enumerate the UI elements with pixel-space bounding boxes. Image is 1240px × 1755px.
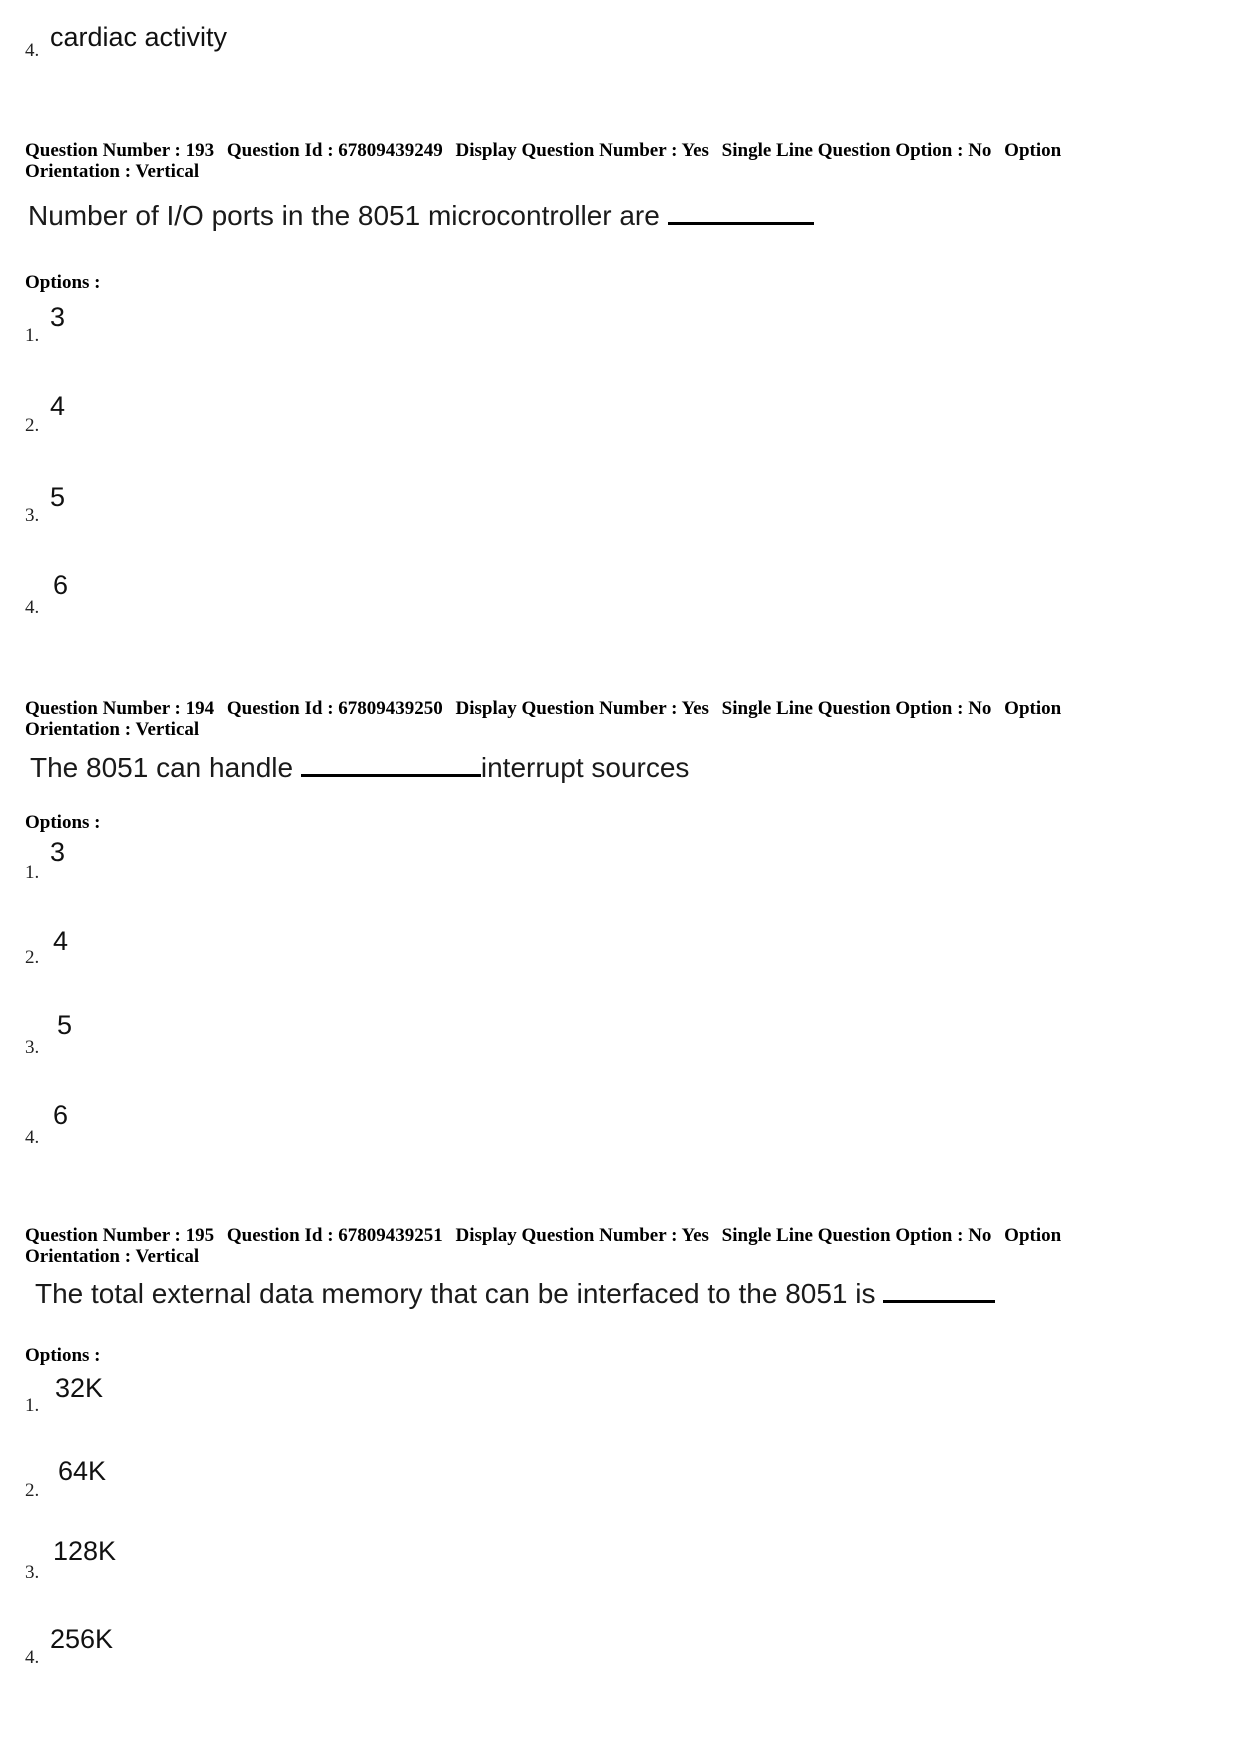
question-text [28,198,814,232]
label-single-line-question-option: Single Line Question Option : [721,1225,964,1246]
option-number: 3. [25,505,40,526]
label-orientation: Orientation : [25,1246,132,1267]
label-question-number: Question Number : [25,140,181,161]
question-number: 193 [185,140,215,161]
option-text: 4 [50,391,66,421]
question-text-before: The 8051 can handle [30,752,294,783]
option-number: 2. [25,415,40,436]
question-text [35,1276,995,1310]
label-option: Option [1004,140,1062,161]
option-number: 1. [25,1395,40,1416]
option-text: 256K [50,1624,114,1654]
label-option: Option [1004,1225,1062,1246]
option-text: cardiac activity [50,22,228,52]
question-number: 195 [185,1225,215,1246]
answer-blank [301,750,481,777]
option-text: 3 [50,302,66,332]
label-question-number: Question Number : [25,698,181,719]
option-number: 1. [25,862,40,883]
label-orientation: Orientation : [25,161,132,182]
option-text: 64K [58,1456,107,1486]
question-id: 67809439250 [338,698,443,719]
question-text [30,750,689,784]
option-number: 4. [25,597,40,618]
label-option: Option [1004,698,1062,719]
single-line-question-option: No [968,140,992,161]
label-question-id: Question Id : [226,140,334,161]
option-orientation: Vertical [135,161,200,182]
label-display-question-number: Display Question Number : [455,140,678,161]
question-meta [25,698,1215,740]
option-number: 3. [25,1562,40,1583]
options-label: Options : [25,1345,101,1366]
label-display-question-number: Display Question Number : [455,1225,678,1246]
option-orientation: Vertical [135,1246,200,1267]
question-text-after: interrupt sources [480,752,690,783]
label-question-number: Question Number : [25,1225,181,1246]
question-text-before: Number of I/O ports in the 8051 microcontroller are [28,200,660,231]
option-text: 6 [53,570,69,600]
label-single-line-question-option: Single Line Question Option : [721,140,964,161]
question-id: 67809439249 [338,140,443,161]
question-meta [25,1225,1215,1267]
question-number: 194 [185,698,215,719]
option-text: 3 [50,837,66,867]
question-id: 67809439251 [338,1225,443,1246]
label-orientation: Orientation : [25,719,132,740]
options-label: Options : [25,272,101,293]
option-number: 4. [25,40,40,61]
label-display-question-number: Display Question Number : [455,698,678,719]
option-text: 4 [53,926,69,956]
option-number: 2. [25,1480,40,1501]
label-question-id: Question Id : [226,1225,334,1246]
option-text: 6 [53,1100,69,1130]
display-question-number: Yes [681,1225,709,1246]
option-orientation: Vertical [135,719,200,740]
options-label: Options : [25,812,101,833]
single-line-question-option: No [968,698,992,719]
option-text: 128K [53,1536,117,1566]
display-question-number: Yes [681,140,709,161]
answer-blank [668,198,814,225]
option-number: 2. [25,947,40,968]
option-number: 4. [25,1127,40,1148]
single-line-question-option: No [968,1225,992,1246]
option-number: 3. [25,1037,40,1058]
option-text: 5 [50,482,66,512]
option-number: 1. [25,325,40,346]
question-meta [25,140,1215,182]
label-single-line-question-option: Single Line Question Option : [721,698,964,719]
option-number: 4. [25,1647,40,1668]
question-text-before: The total external data memory that can be interfaced to the 8051 is [35,1278,876,1309]
option-text: 32K [55,1373,104,1403]
display-question-number: Yes [681,698,709,719]
option-text: 5 [57,1010,73,1040]
answer-blank [883,1276,995,1303]
label-question-id: Question Id : [226,698,334,719]
